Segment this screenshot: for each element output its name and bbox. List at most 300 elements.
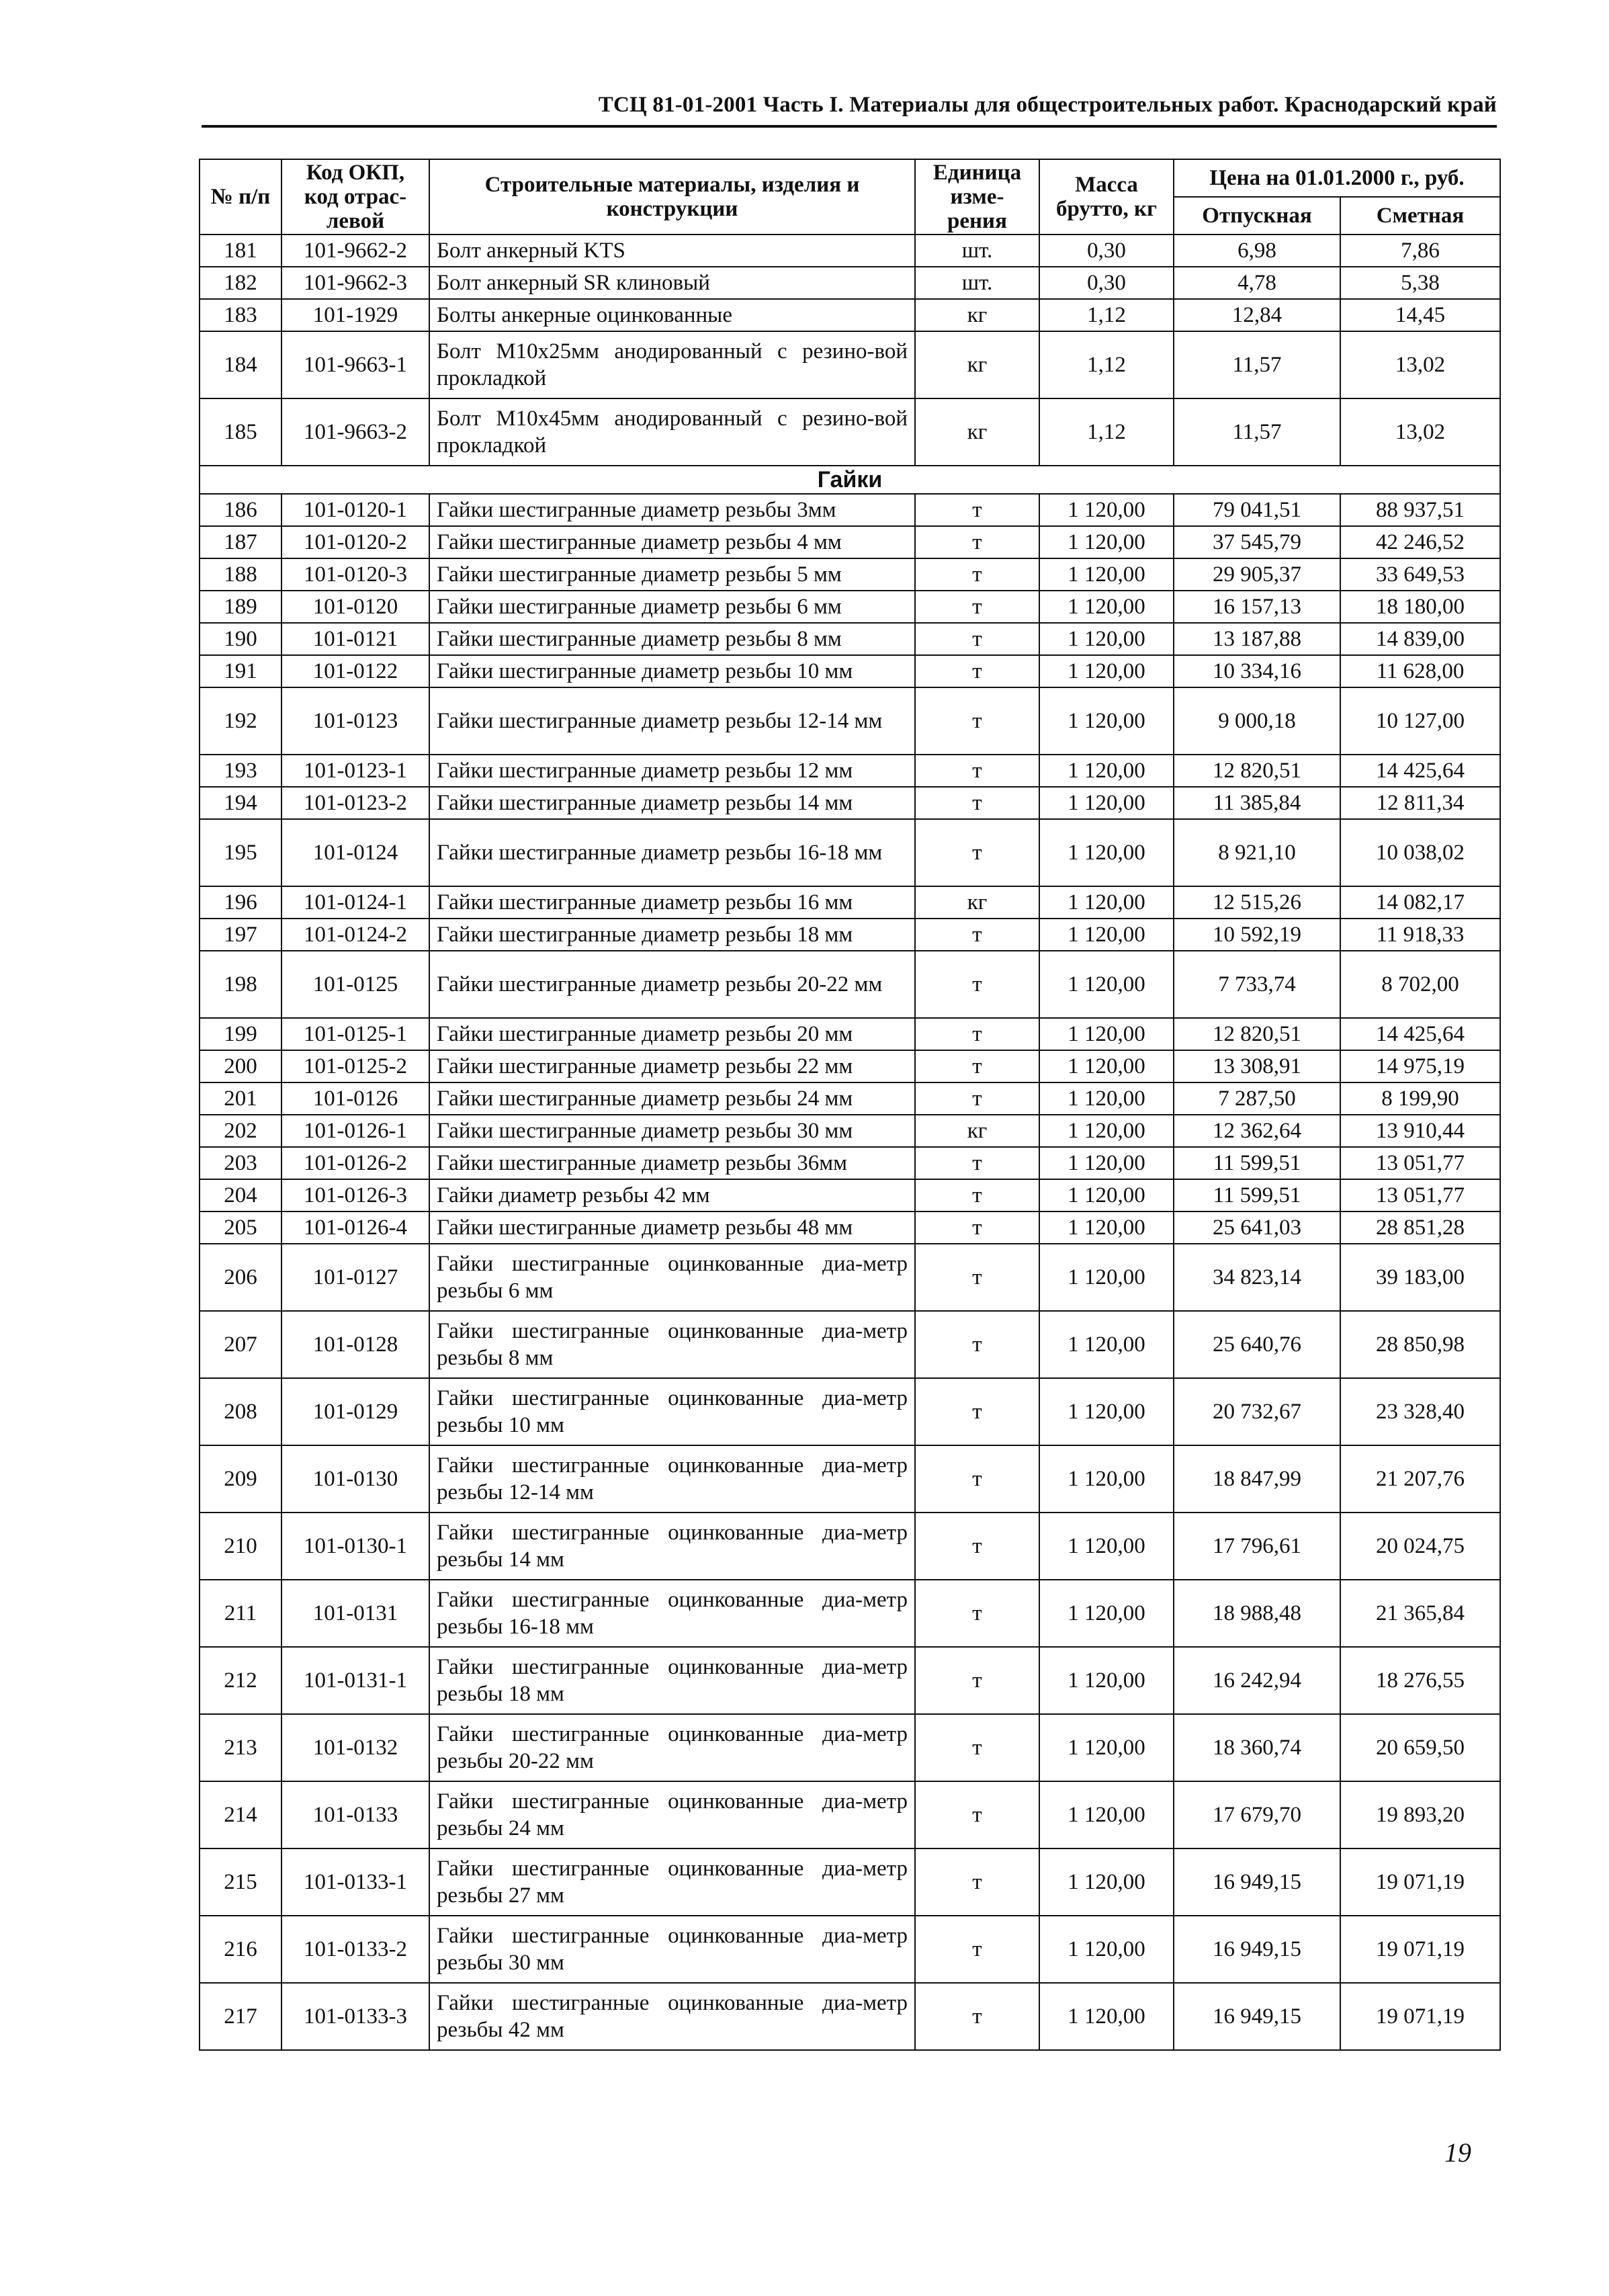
table-row <box>200 1513 1500 1580</box>
table-row <box>200 267 1500 299</box>
unit-cell: кг <box>915 299 1039 331</box>
header-name: Строительные материалы, изделия и конструкции <box>429 159 915 235</box>
okp-code-cell: 101-0120-3 <box>281 558 429 591</box>
okp-code-cell: 101-0125 <box>281 951 429 1018</box>
estimate-price-cell: 13 051,77 <box>1340 1179 1500 1211</box>
release-price-cell: 18 360,74 <box>1174 1714 1340 1781</box>
unit-cell: т <box>915 1311 1039 1378</box>
unit-cell: т <box>915 1179 1039 1211</box>
material-name-cell: Гайки шестигранные оцинкованные диа-метр резьбы 8 мм <box>429 1311 915 1378</box>
estimate-price-cell: 14 975,19 <box>1340 1050 1500 1082</box>
mass-cell: 1 120,00 <box>1039 655 1174 687</box>
section-title: Гайки <box>200 466 1500 494</box>
row-number-cell: 198 <box>200 951 281 1018</box>
table-row <box>200 526 1500 558</box>
release-price-cell: 7 287,50 <box>1174 1082 1340 1115</box>
unit-cell: шт. <box>915 267 1039 299</box>
table-row <box>200 331 1500 398</box>
header-code: Код ОКП, код отрас-левой <box>281 159 429 235</box>
release-price-cell: 17 679,70 <box>1174 1781 1340 1848</box>
row-number-cell: 188 <box>200 558 281 591</box>
table-row <box>200 591 1500 623</box>
okp-code-cell: 101-0132 <box>281 1714 429 1781</box>
table-row <box>200 623 1500 655</box>
table-row <box>200 1311 1500 1378</box>
release-price-cell: 12 820,51 <box>1174 1018 1340 1050</box>
row-number-cell: 189 <box>200 591 281 623</box>
row-number-cell: 186 <box>200 494 281 526</box>
table-row <box>200 1445 1500 1513</box>
row-number-cell: 194 <box>200 787 281 819</box>
release-price-cell: 16 949,15 <box>1174 1848 1340 1916</box>
okp-code-cell: 101-9663-2 <box>281 398 429 466</box>
okp-code-cell: 101-9662-2 <box>281 235 429 267</box>
estimate-price-cell: 14 839,00 <box>1340 623 1500 655</box>
mass-cell: 1 120,00 <box>1039 687 1174 755</box>
unit-cell: шт. <box>915 235 1039 267</box>
release-price-cell: 12 515,26 <box>1174 886 1340 919</box>
unit-cell: т <box>915 526 1039 558</box>
okp-code-cell: 101-0124 <box>281 819 429 886</box>
row-number-cell: 190 <box>200 623 281 655</box>
table-row <box>200 1916 1500 1983</box>
mass-cell: 1 120,00 <box>1039 1179 1174 1211</box>
material-name-cell: Гайки шестигранные диаметр резьбы 20-22 мм <box>429 951 915 1018</box>
material-name-cell: Гайки шестигранные диаметр резьбы 4 мм <box>429 526 915 558</box>
material-name-cell: Гайки шестигранные диаметр резьбы 14 мм <box>429 787 915 819</box>
estimate-price-cell: 33 649,53 <box>1340 558 1500 591</box>
unit-cell: т <box>915 1378 1039 1445</box>
row-number-cell: 200 <box>200 1050 281 1082</box>
estimate-price-cell: 8 702,00 <box>1340 951 1500 1018</box>
okp-code-cell: 101-0120-1 <box>281 494 429 526</box>
material-name-cell: Гайки шестигранные оцинкованные диа-метр резьбы 24 мм <box>429 1781 915 1848</box>
okp-code-cell: 101-0123-2 <box>281 787 429 819</box>
estimate-price-cell: 13 910,44 <box>1340 1115 1500 1147</box>
row-number-cell: 204 <box>200 1179 281 1211</box>
table-row <box>200 951 1500 1018</box>
release-price-cell: 12 362,64 <box>1174 1115 1340 1147</box>
unit-cell: т <box>915 1647 1039 1714</box>
table-row <box>200 1983 1500 2050</box>
price-table <box>199 159 1501 2051</box>
estimate-price-cell: 20 024,75 <box>1340 1513 1500 1580</box>
material-name-cell: Гайки шестигранные диаметр резьбы 5 мм <box>429 558 915 591</box>
material-name-cell: Гайки шестигранные оцинкованные диа-метр резьбы 30 мм <box>429 1916 915 1983</box>
unit-cell: кг <box>915 331 1039 398</box>
table-row <box>200 1211 1500 1244</box>
unit-cell: т <box>915 591 1039 623</box>
okp-code-cell: 101-0130 <box>281 1445 429 1513</box>
row-number-cell: 209 <box>200 1445 281 1513</box>
mass-cell: 1 120,00 <box>1039 1781 1174 1848</box>
estimate-price-cell: 42 246,52 <box>1340 526 1500 558</box>
table-row <box>200 494 1500 526</box>
estimate-price-cell: 14 082,17 <box>1340 886 1500 919</box>
release-price-cell: 20 732,67 <box>1174 1378 1340 1445</box>
okp-code-cell: 101-0128 <box>281 1311 429 1378</box>
row-number-cell: 192 <box>200 687 281 755</box>
material-name-cell: Гайки шестигранные оцинкованные диа-метр резьбы 18 мм <box>429 1647 915 1714</box>
material-name-cell: Гайки шестигранные диаметр резьбы 12 мм <box>429 755 915 787</box>
row-number-cell: 215 <box>200 1848 281 1916</box>
release-price-cell: 16 949,15 <box>1174 1916 1340 1983</box>
unit-cell: т <box>915 1781 1039 1848</box>
release-price-cell: 13 308,91 <box>1174 1050 1340 1082</box>
row-number-cell: 181 <box>200 235 281 267</box>
release-price-cell: 11,57 <box>1174 331 1340 398</box>
mass-cell: 1 120,00 <box>1039 1580 1174 1647</box>
unit-cell: кг <box>915 398 1039 466</box>
release-price-cell: 12,84 <box>1174 299 1340 331</box>
release-price-cell: 25 640,76 <box>1174 1311 1340 1378</box>
okp-code-cell: 101-0126 <box>281 1082 429 1115</box>
estimate-price-cell: 28 850,98 <box>1340 1311 1500 1378</box>
mass-cell: 1,12 <box>1039 398 1174 466</box>
mass-cell: 1 120,00 <box>1039 1244 1174 1311</box>
material-name-cell: Болты анкерные оцинкованные <box>429 299 915 331</box>
release-price-cell: 16 157,13 <box>1174 591 1340 623</box>
release-price-cell: 9 000,18 <box>1174 687 1340 755</box>
mass-cell: 1 120,00 <box>1039 558 1174 591</box>
okp-code-cell: 101-0130-1 <box>281 1513 429 1580</box>
unit-cell: т <box>915 819 1039 886</box>
release-price-cell: 11,57 <box>1174 398 1340 466</box>
release-price-cell: 11 599,51 <box>1174 1179 1340 1211</box>
table-row <box>200 1580 1500 1647</box>
table-body-top <box>200 235 1500 466</box>
mass-cell: 1 120,00 <box>1039 787 1174 819</box>
header-price-estimate: Сметная <box>1340 197 1500 235</box>
unit-cell: т <box>915 558 1039 591</box>
mass-cell: 1 120,00 <box>1039 494 1174 526</box>
material-name-cell: Гайки шестигранные оцинкованные диа-метр резьбы 14 мм <box>429 1513 915 1580</box>
release-price-cell: 16 949,15 <box>1174 1983 1340 2050</box>
release-price-cell: 10 334,16 <box>1174 655 1340 687</box>
okp-code-cell: 101-0121 <box>281 623 429 655</box>
okp-code-cell: 101-0123-1 <box>281 755 429 787</box>
okp-code-cell: 101-0133 <box>281 1781 429 1848</box>
okp-code-cell: 101-0123 <box>281 687 429 755</box>
estimate-price-cell: 21 207,76 <box>1340 1445 1500 1513</box>
release-price-cell: 79 041,51 <box>1174 494 1340 526</box>
mass-cell: 1 120,00 <box>1039 1513 1174 1580</box>
mass-cell: 1,12 <box>1039 299 1174 331</box>
table-row <box>200 1647 1500 1714</box>
row-number-cell: 212 <box>200 1647 281 1714</box>
unit-cell: т <box>915 1983 1039 2050</box>
table-header <box>200 159 1500 235</box>
okp-code-cell: 101-0125-1 <box>281 1018 429 1050</box>
mass-cell: 1 120,00 <box>1039 1983 1174 2050</box>
mass-cell: 1 120,00 <box>1039 591 1174 623</box>
okp-code-cell: 101-0133-3 <box>281 1983 429 2050</box>
okp-code-cell: 101-0125-2 <box>281 1050 429 1082</box>
mass-cell: 1 120,00 <box>1039 623 1174 655</box>
estimate-price-cell: 12 811,34 <box>1340 787 1500 819</box>
estimate-price-cell: 19 071,19 <box>1340 1916 1500 1983</box>
table-row <box>200 886 1500 919</box>
material-name-cell: Гайки шестигранные оцинкованные диа-метр резьбы 42 мм <box>429 1983 915 2050</box>
unit-cell: т <box>915 1580 1039 1647</box>
row-number-cell: 205 <box>200 1211 281 1244</box>
material-name-cell: Болт анкерный KTS <box>429 235 915 267</box>
header-mass: Масса брутто, кг <box>1039 159 1174 235</box>
material-name-cell: Гайки шестигранные диаметр резьбы 20 мм <box>429 1018 915 1050</box>
table-row <box>200 1115 1500 1147</box>
mass-cell: 1 120,00 <box>1039 526 1174 558</box>
unit-cell: т <box>915 655 1039 687</box>
estimate-price-cell: 19 071,19 <box>1340 1848 1500 1916</box>
table-row <box>200 1378 1500 1445</box>
mass-cell: 1 120,00 <box>1039 1378 1174 1445</box>
material-name-cell: Гайки шестигранные диаметр резьбы 24 мм <box>429 1082 915 1115</box>
mass-cell: 1 120,00 <box>1039 1211 1174 1244</box>
material-name-cell: Гайки шестигранные диаметр резьбы 22 мм <box>429 1050 915 1082</box>
material-name-cell: Гайки шестигранные диаметр резьбы 8 мм <box>429 623 915 655</box>
unit-cell: т <box>915 687 1039 755</box>
unit-cell: кг <box>915 1115 1039 1147</box>
material-name-cell: Гайки шестигранные оцинкованные диа-метр резьбы 20-22 мм <box>429 1714 915 1781</box>
material-name-cell: Гайки шестигранные оцинкованные диа-метр резьбы 27 мм <box>429 1848 915 1916</box>
row-number-cell: 208 <box>200 1378 281 1445</box>
row-number-cell: 191 <box>200 655 281 687</box>
release-price-cell: 4,78 <box>1174 267 1340 299</box>
okp-code-cell: 101-0126-1 <box>281 1115 429 1147</box>
okp-code-cell: 101-0133-2 <box>281 1916 429 1983</box>
estimate-price-cell: 88 937,51 <box>1340 494 1500 526</box>
estimate-price-cell: 18 276,55 <box>1340 1647 1500 1714</box>
row-number-cell: 213 <box>200 1714 281 1781</box>
release-price-cell: 25 641,03 <box>1174 1211 1340 1244</box>
table-body-bottom <box>200 494 1500 2050</box>
unit-cell: т <box>915 1050 1039 1082</box>
unit-cell: т <box>915 951 1039 1018</box>
material-name-cell: Гайки шестигранные диаметр резьбы 48 мм <box>429 1211 915 1244</box>
table-row <box>200 1018 1500 1050</box>
material-name-cell: Гайки шестигранные диаметр резьбы 30 мм <box>429 1115 915 1147</box>
material-name-cell: Гайки шестигранные диаметр резьбы 10 мм <box>429 655 915 687</box>
material-name-cell: Гайки шестигранные диаметр резьбы 36мм <box>429 1147 915 1179</box>
table-row <box>200 1244 1500 1311</box>
table-row <box>200 755 1500 787</box>
okp-code-cell: 101-0127 <box>281 1244 429 1311</box>
unit-cell: кг <box>915 886 1039 919</box>
material-name-cell: Гайки шестигранные диаметр резьбы 12-14 мм <box>429 687 915 755</box>
okp-code-cell: 101-0133-1 <box>281 1848 429 1916</box>
estimate-price-cell: 13,02 <box>1340 331 1500 398</box>
estimate-price-cell: 19 071,19 <box>1340 1983 1500 2050</box>
estimate-price-cell: 10 127,00 <box>1340 687 1500 755</box>
okp-code-cell: 101-0131-1 <box>281 1647 429 1714</box>
row-number-cell: 187 <box>200 526 281 558</box>
estimate-price-cell: 13 051,77 <box>1340 1147 1500 1179</box>
mass-cell: 1 120,00 <box>1039 1916 1174 1983</box>
unit-cell: т <box>915 919 1039 951</box>
okp-code-cell: 101-0120-2 <box>281 526 429 558</box>
release-price-cell: 34 823,14 <box>1174 1244 1340 1311</box>
mass-cell: 1 120,00 <box>1039 1147 1174 1179</box>
mass-cell: 1 120,00 <box>1039 819 1174 886</box>
okp-code-cell: 101-0124-2 <box>281 919 429 951</box>
okp-code-cell: 101-0131 <box>281 1580 429 1647</box>
unit-cell: т <box>915 787 1039 819</box>
release-price-cell: 13 187,88 <box>1174 623 1340 655</box>
okp-code-cell: 101-9663-1 <box>281 331 429 398</box>
row-number-cell: 193 <box>200 755 281 787</box>
table-row <box>200 1082 1500 1115</box>
unit-cell: т <box>915 1147 1039 1179</box>
row-number-cell: 182 <box>200 267 281 299</box>
estimate-price-cell: 14 425,64 <box>1340 1018 1500 1050</box>
estimate-price-cell: 11 628,00 <box>1340 655 1500 687</box>
row-number-cell: 195 <box>200 819 281 886</box>
row-number-cell: 185 <box>200 398 281 466</box>
page-number: 19 <box>1444 2137 1471 2168</box>
mass-cell: 1 120,00 <box>1039 1647 1174 1714</box>
section-row <box>200 466 1500 494</box>
table-row <box>200 558 1500 591</box>
okp-code-cell: 101-0126-3 <box>281 1179 429 1211</box>
unit-cell: т <box>915 1082 1039 1115</box>
row-number-cell: 196 <box>200 886 281 919</box>
row-number-cell: 216 <box>200 1916 281 1983</box>
material-name-cell: Гайки диаметр резьбы 42 мм <box>429 1179 915 1211</box>
estimate-price-cell: 28 851,28 <box>1340 1211 1500 1244</box>
row-number-cell: 202 <box>200 1115 281 1147</box>
table-row <box>200 787 1500 819</box>
mass-cell: 1 120,00 <box>1039 1714 1174 1781</box>
unit-cell: т <box>915 1445 1039 1513</box>
material-name-cell: Гайки шестигранные оцинкованные диа-метр резьбы 6 мм <box>429 1244 915 1311</box>
header-unit: Единица изме-рения <box>915 159 1039 235</box>
unit-cell: т <box>915 1244 1039 1311</box>
estimate-price-cell: 20 659,50 <box>1340 1714 1500 1781</box>
release-price-cell: 11 385,84 <box>1174 787 1340 819</box>
material-name-cell: Гайки шестигранные диаметр резьбы 18 мм <box>429 919 915 951</box>
row-number-cell: 184 <box>200 331 281 398</box>
okp-code-cell: 101-0122 <box>281 655 429 687</box>
mass-cell: 1 120,00 <box>1039 1848 1174 1916</box>
table-row <box>200 687 1500 755</box>
estimate-price-cell: 19 893,20 <box>1340 1781 1500 1848</box>
table-row <box>200 819 1500 886</box>
unit-cell: т <box>915 1018 1039 1050</box>
table-section <box>200 466 1500 494</box>
release-price-cell: 29 905,37 <box>1174 558 1340 591</box>
mass-cell: 1 120,00 <box>1039 755 1174 787</box>
unit-cell: т <box>915 1513 1039 1580</box>
mass-cell: 1 120,00 <box>1039 919 1174 951</box>
row-number-cell: 211 <box>200 1580 281 1647</box>
table-row <box>200 299 1500 331</box>
estimate-price-cell: 14,45 <box>1340 299 1500 331</box>
table-row <box>200 1179 1500 1211</box>
estimate-price-cell: 10 038,02 <box>1340 819 1500 886</box>
estimate-price-cell: 39 183,00 <box>1340 1244 1500 1311</box>
estimate-price-cell: 18 180,00 <box>1340 591 1500 623</box>
release-price-cell: 16 242,94 <box>1174 1647 1340 1714</box>
unit-cell: т <box>915 494 1039 526</box>
header-rule <box>202 125 1497 128</box>
row-number-cell: 217 <box>200 1983 281 2050</box>
estimate-price-cell: 7,86 <box>1340 235 1500 267</box>
material-name-cell: Болт М10х45мм анодированный с резино-вой прокладкой <box>429 398 915 466</box>
material-name-cell: Гайки шестигранные оцинкованные диа-метр резьбы 16-18 мм <box>429 1580 915 1647</box>
release-price-cell: 10 592,19 <box>1174 919 1340 951</box>
material-name-cell: Гайки шестигранные диаметр резьбы 16-18 мм <box>429 819 915 886</box>
mass-cell: 1 120,00 <box>1039 1115 1174 1147</box>
table-row <box>200 655 1500 687</box>
okp-code-cell: 101-0124-1 <box>281 886 429 919</box>
estimate-price-cell: 8 199,90 <box>1340 1082 1500 1115</box>
table-row <box>200 398 1500 466</box>
table-row <box>200 1714 1500 1781</box>
header-num: № п/п <box>200 159 281 235</box>
row-number-cell: 203 <box>200 1147 281 1179</box>
mass-cell: 1 120,00 <box>1039 1445 1174 1513</box>
material-name-cell: Гайки шестигранные диаметр резьбы 16 мм <box>429 886 915 919</box>
unit-cell: т <box>915 755 1039 787</box>
release-price-cell: 11 599,51 <box>1174 1147 1340 1179</box>
row-number-cell: 210 <box>200 1513 281 1580</box>
release-price-cell: 7 733,74 <box>1174 951 1340 1018</box>
material-name-cell: Болт М10х25мм анодированный с резино-вой прокладкой <box>429 331 915 398</box>
table-row <box>200 919 1500 951</box>
okp-code-cell: 101-0120 <box>281 591 429 623</box>
row-number-cell: 199 <box>200 1018 281 1050</box>
mass-cell: 0,30 <box>1039 235 1174 267</box>
okp-code-cell: 101-0129 <box>281 1378 429 1445</box>
unit-cell: т <box>915 1714 1039 1781</box>
header-price-release: Отпускная <box>1174 197 1340 235</box>
running-header: ТСЦ 81-01-2001 Часть I. Материалы для общестроительных работ. Краснодарский край <box>598 93 1497 117</box>
table-row <box>200 1147 1500 1179</box>
release-price-cell: 6,98 <box>1174 235 1340 267</box>
mass-cell: 1 120,00 <box>1039 1082 1174 1115</box>
estimate-price-cell: 21 365,84 <box>1340 1580 1500 1647</box>
mass-cell: 1 120,00 <box>1039 886 1174 919</box>
row-number-cell: 214 <box>200 1781 281 1848</box>
material-name-cell: Гайки шестигранные диаметр резьбы 3мм <box>429 494 915 526</box>
unit-cell: т <box>915 1211 1039 1244</box>
unit-cell: т <box>915 623 1039 655</box>
row-number-cell: 197 <box>200 919 281 951</box>
unit-cell: т <box>915 1916 1039 1983</box>
material-name-cell: Гайки шестигранные диаметр резьбы 6 мм <box>429 591 915 623</box>
okp-code-cell: 101-0126-2 <box>281 1147 429 1179</box>
mass-cell: 1 120,00 <box>1039 1311 1174 1378</box>
release-price-cell: 17 796,61 <box>1174 1513 1340 1580</box>
okp-code-cell: 101-0126-4 <box>281 1211 429 1244</box>
release-price-cell: 37 545,79 <box>1174 526 1340 558</box>
material-name-cell: Болт анкерный SR клиновый <box>429 267 915 299</box>
row-number-cell: 183 <box>200 299 281 331</box>
table-row <box>200 1050 1500 1082</box>
okp-code-cell: 101-1929 <box>281 299 429 331</box>
estimate-price-cell: 23 328,40 <box>1340 1378 1500 1445</box>
release-price-cell: 12 820,51 <box>1174 755 1340 787</box>
material-name-cell: Гайки шестигранные оцинкованные диа-метр резьбы 10 мм <box>429 1378 915 1445</box>
estimate-price-cell: 11 918,33 <box>1340 919 1500 951</box>
mass-cell: 0,30 <box>1039 267 1174 299</box>
table-row <box>200 235 1500 267</box>
estimate-price-cell: 5,38 <box>1340 267 1500 299</box>
table-row <box>200 1781 1500 1848</box>
okp-code-cell: 101-9662-3 <box>281 267 429 299</box>
mass-cell: 1 120,00 <box>1039 1018 1174 1050</box>
release-price-cell: 18 847,99 <box>1174 1445 1340 1513</box>
